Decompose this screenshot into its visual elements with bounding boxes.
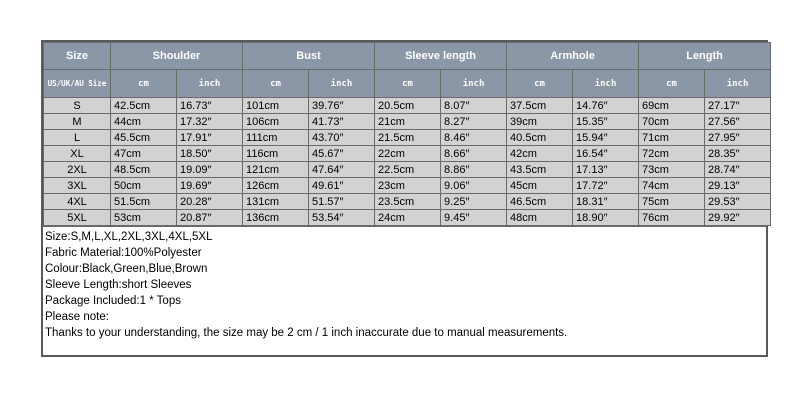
unit-inch: inch (441, 70, 507, 98)
header-armhole: Armhole (507, 43, 639, 70)
measurement-cell: 49.61″ (309, 178, 375, 194)
measurement-cell: 18.31″ (573, 194, 639, 210)
table-row (44, 162, 771, 178)
table-row (44, 98, 771, 114)
unit-cm: cm (507, 70, 573, 98)
measurement-cell: 22cm (375, 146, 441, 162)
measurement-cell: 22.5cm (375, 162, 441, 178)
measurement-cell: 9.06″ (441, 178, 507, 194)
note-line: Package Included:1 * Tops (45, 295, 181, 307)
measurement-cell: 53.54″ (309, 210, 375, 226)
size-cell: M (44, 114, 111, 130)
measurement-cell: 37.5cm (507, 98, 573, 114)
note-line: Sleeve Length:short Sleeves (45, 279, 192, 291)
measurement-cell: 136cm (243, 210, 309, 226)
measurement-cell: 40.5cm (507, 130, 573, 146)
header-bust: Bust (243, 43, 375, 70)
measurement-cell: 8.46″ (441, 130, 507, 146)
measurement-cell: 16.54″ (573, 146, 639, 162)
measurement-cell: 42.5cm (111, 98, 177, 114)
measurement-cell: 21.5cm (375, 130, 441, 146)
measurement-cell: 101cm (243, 98, 309, 114)
measurement-cell: 106cm (243, 114, 309, 130)
measurement-cell: 39cm (507, 114, 573, 130)
unit-cm: cm (375, 70, 441, 98)
measurement-cell: 29.92″ (705, 210, 771, 226)
measurement-cell: 28.74″ (705, 162, 771, 178)
measurement-cell: 21cm (375, 114, 441, 130)
measurement-cell: 8.66″ (441, 146, 507, 162)
table-row (44, 114, 771, 130)
header-shoulder: Shoulder (111, 43, 243, 70)
measurement-cell: 18.50″ (177, 146, 243, 162)
measurement-cell: 8.86″ (441, 162, 507, 178)
table-row (44, 178, 771, 194)
measurement-cell: 121cm (243, 162, 309, 178)
size-cell: 4XL (44, 194, 111, 210)
measurement-cell: 17.32″ (177, 114, 243, 130)
measurement-cell: 43.70″ (309, 130, 375, 146)
table-row (44, 146, 771, 162)
size-table (43, 42, 771, 226)
measurement-cell: 19.69″ (177, 178, 243, 194)
measurement-cell: 48cm (507, 210, 573, 226)
measurement-cell: 76cm (639, 210, 705, 226)
size-cell: S (44, 98, 111, 114)
measurement-cell: 51.5cm (111, 194, 177, 210)
measurement-cell: 69cm (639, 98, 705, 114)
measurement-cell: 51.57″ (309, 194, 375, 210)
measurement-cell: 8.07″ (441, 98, 507, 114)
measurement-cell: 71cm (639, 130, 705, 146)
measurement-cell: 18.90″ (573, 210, 639, 226)
measurement-cell: 41.73″ (309, 114, 375, 130)
measurement-cell: 43.5cm (507, 162, 573, 178)
measurement-cell: 16.73″ (177, 98, 243, 114)
measurement-cell: 24cm (375, 210, 441, 226)
measurement-cell: 111cm (243, 130, 309, 146)
unit-inch: inch (309, 70, 375, 98)
note-line: Colour:Black,Green,Blue,Brown (45, 263, 208, 275)
measurement-cell: 39.76″ (309, 98, 375, 114)
header-row-units (44, 70, 771, 98)
measurement-cell: 20.5cm (375, 98, 441, 114)
measurement-cell: 116cm (243, 146, 309, 162)
measurement-cell: 28.35″ (705, 146, 771, 162)
size-cell: 5XL (44, 210, 111, 226)
measurement-cell: 131cm (243, 194, 309, 210)
note-line: Please note: (45, 311, 109, 323)
measurement-cell: 27.17″ (705, 98, 771, 114)
measurement-cell: 15.94″ (573, 130, 639, 146)
product-notes (43, 226, 766, 341)
header-length: Length (639, 43, 771, 70)
measurement-cell: 70cm (639, 114, 705, 130)
unit-cm: cm (243, 70, 309, 98)
size-table-body (44, 98, 771, 226)
measurement-cell: 126cm (243, 178, 309, 194)
unit-cm: cm (639, 70, 705, 98)
measurement-cell: 14.76″ (573, 98, 639, 114)
unit-cm: cm (111, 70, 177, 98)
measurement-cell: 47.64″ (309, 162, 375, 178)
measurement-cell: 9.45″ (441, 210, 507, 226)
size-cell: 2XL (44, 162, 111, 178)
header-row-groups (44, 43, 771, 70)
unit-inch: inch (705, 70, 771, 98)
measurement-cell: 20.28″ (177, 194, 243, 210)
measurement-cell: 75cm (639, 194, 705, 210)
note-line: Thanks to your understanding, the size may be 2 cm / 1 inch inaccurate due to manual measurements. (45, 327, 568, 339)
header-sleeve-length: Sleeve length (375, 43, 507, 70)
measurement-cell: 27.95″ (705, 130, 771, 146)
measurement-cell: 17.13″ (573, 162, 639, 178)
measurement-cell: 53cm (111, 210, 177, 226)
measurement-cell: 45cm (507, 178, 573, 194)
measurement-cell: 20.87″ (177, 210, 243, 226)
table-row (44, 130, 771, 146)
measurement-cell: 48.5cm (111, 162, 177, 178)
measurement-cell: 15.35″ (573, 114, 639, 130)
header-size: Size (44, 43, 111, 70)
measurement-cell: 17.91″ (177, 130, 243, 146)
size-cell: XL (44, 146, 111, 162)
measurement-cell: 46.5cm (507, 194, 573, 210)
measurement-cell: 42cm (507, 146, 573, 162)
measurement-cell: 29.53″ (705, 194, 771, 210)
table-row (44, 210, 771, 226)
header-size-sublabel: US/UK/AU Size (44, 70, 111, 98)
measurement-cell: 23.5cm (375, 194, 441, 210)
measurement-cell: 50cm (111, 178, 177, 194)
size-chart-sheet (41, 40, 768, 357)
measurement-cell: 45.5cm (111, 130, 177, 146)
size-cell: L (44, 130, 111, 146)
measurement-cell: 74cm (639, 178, 705, 194)
unit-inch: inch (177, 70, 243, 98)
measurement-cell: 23cm (375, 178, 441, 194)
measurement-cell: 73cm (639, 162, 705, 178)
measurement-cell: 29.13″ (705, 178, 771, 194)
measurement-cell: 47cm (111, 146, 177, 162)
measurement-cell: 72cm (639, 146, 705, 162)
table-row (44, 194, 771, 210)
size-cell: 3XL (44, 178, 111, 194)
measurement-cell: 27.56″ (705, 114, 771, 130)
measurement-cell: 44cm (111, 114, 177, 130)
note-line: Size:S,M,L,XL,2XL,3XL,4XL,5XL (45, 231, 213, 243)
measurement-cell: 9.25″ (441, 194, 507, 210)
measurement-cell: 19.09″ (177, 162, 243, 178)
measurement-cell: 45.67″ (309, 146, 375, 162)
measurement-cell: 8.27″ (441, 114, 507, 130)
note-line: Fabric Material:100%Polyester (45, 247, 202, 259)
measurement-cell: 17.72″ (573, 178, 639, 194)
unit-inch: inch (573, 70, 639, 98)
